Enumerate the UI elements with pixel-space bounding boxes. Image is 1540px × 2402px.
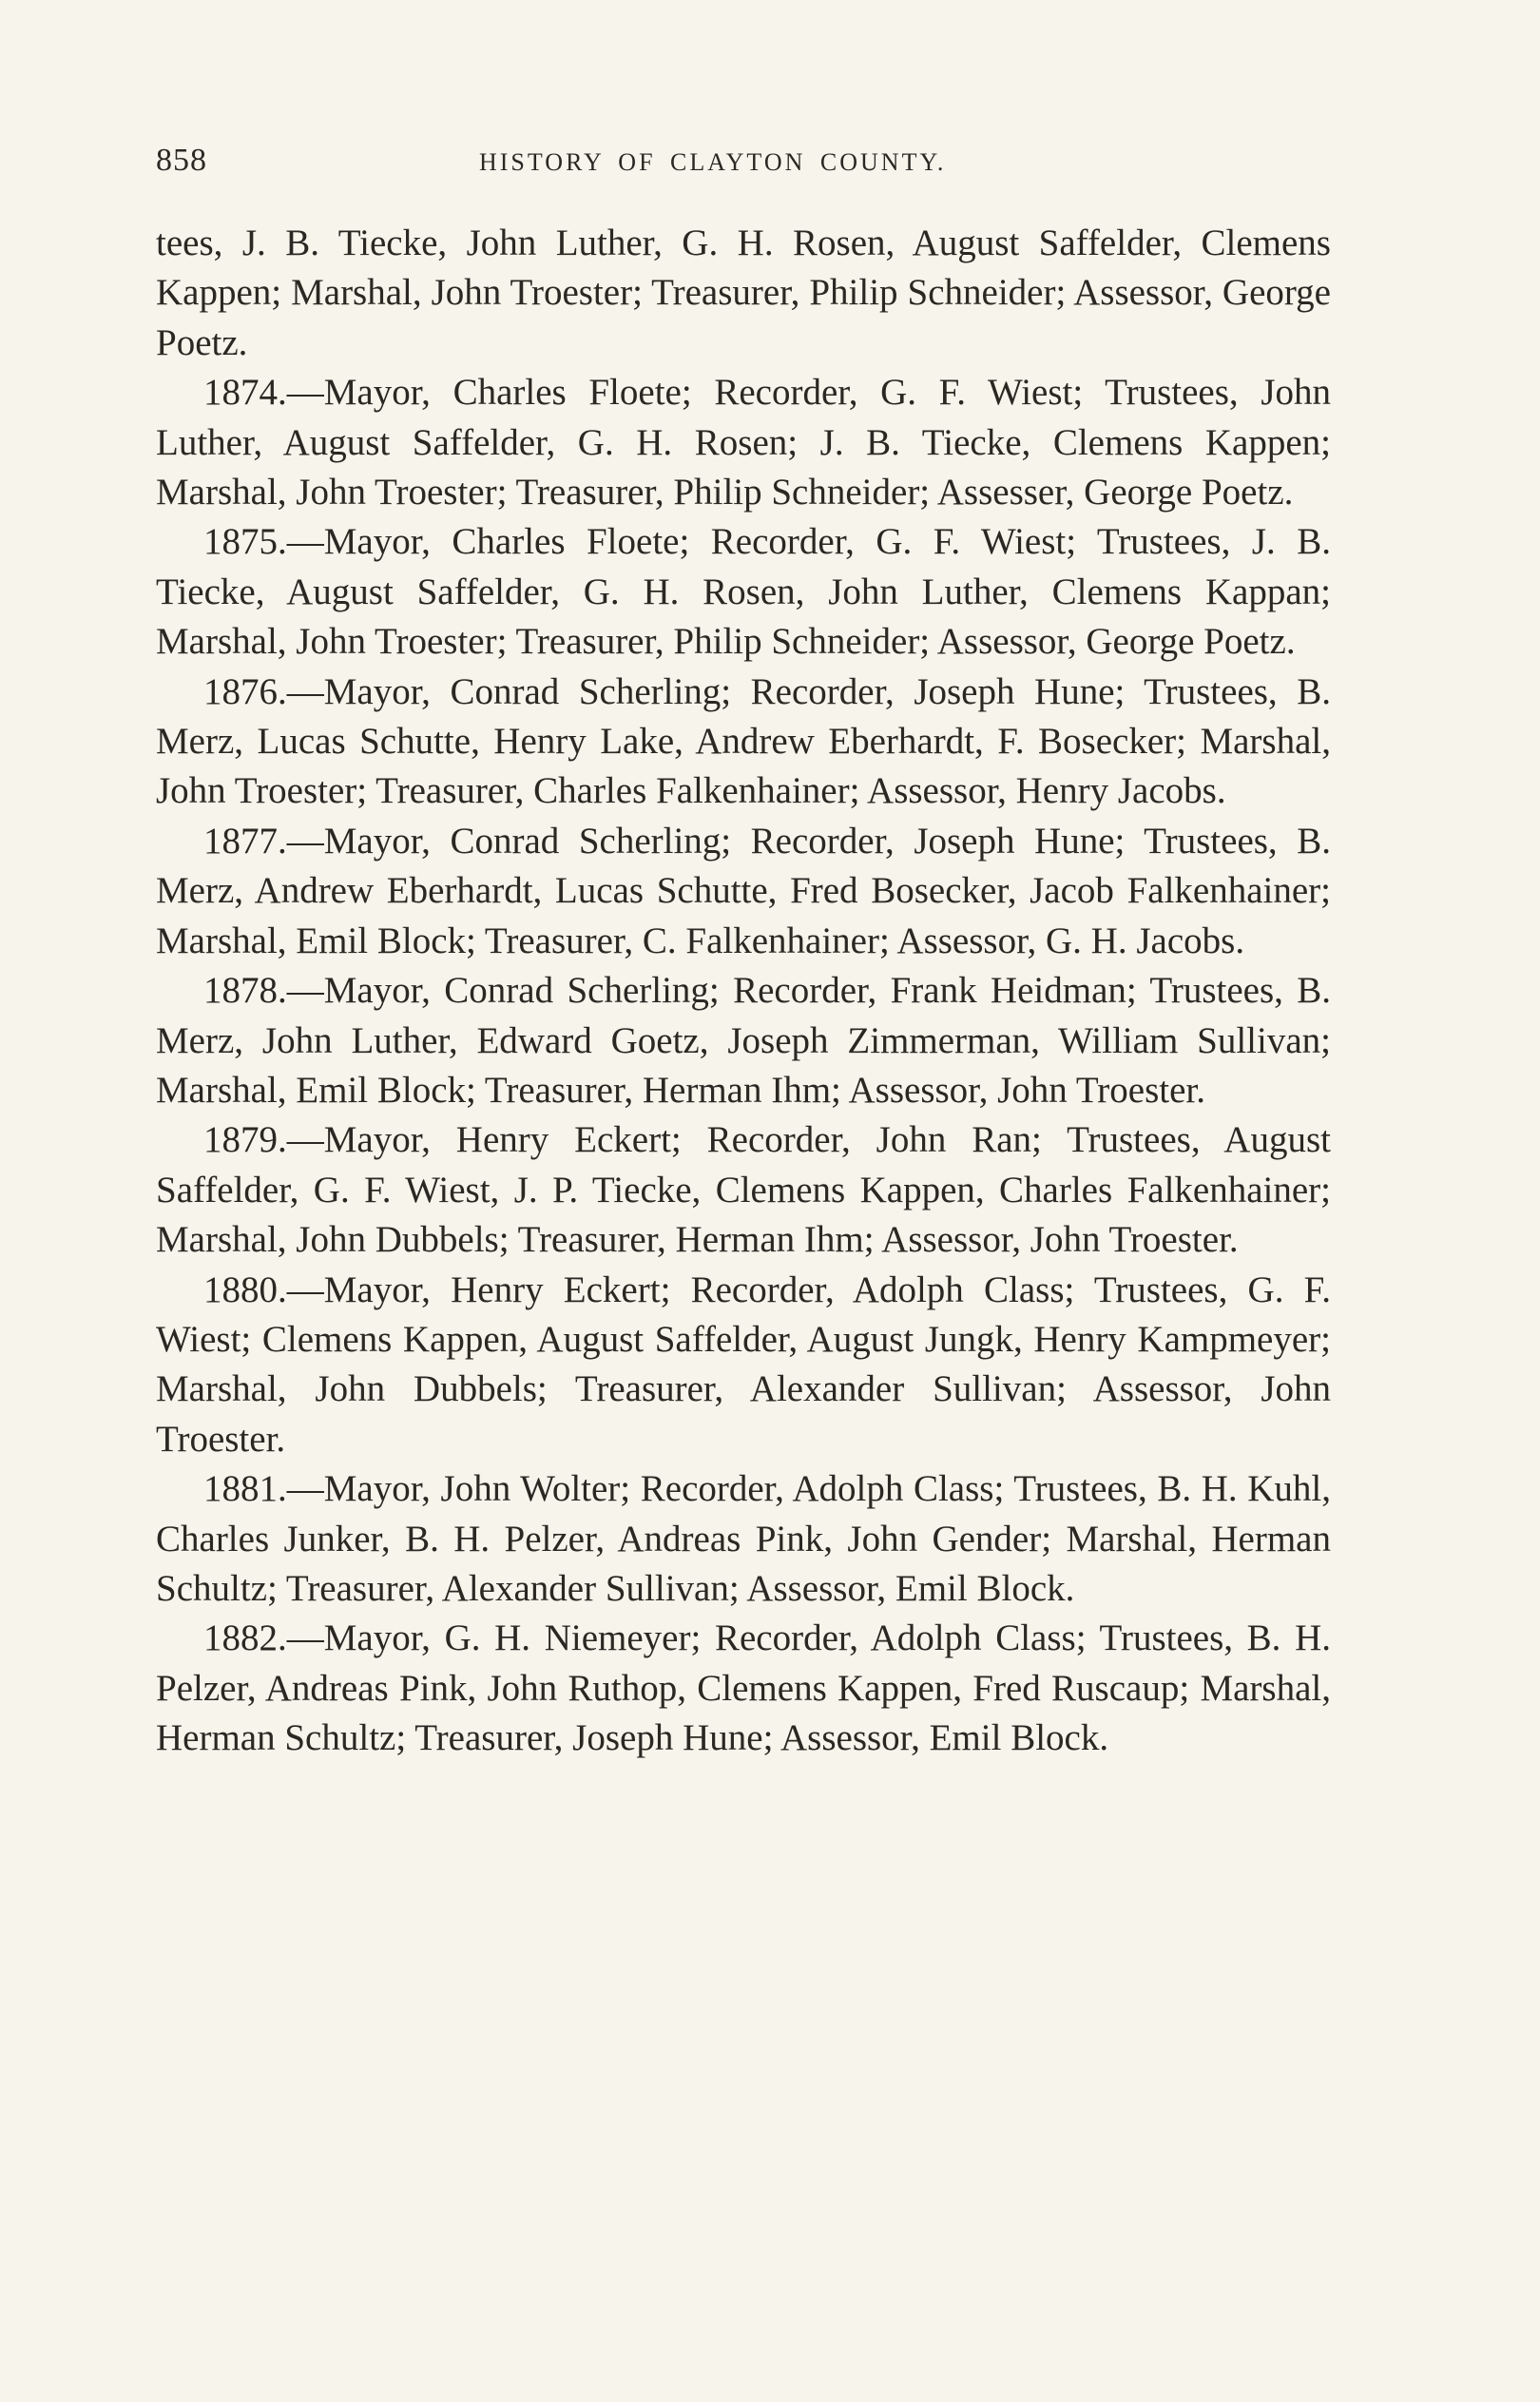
paragraph-1881: 1881.—Mayor, John Wolter; Recorder, Adolph Class; Trustees, B. H. Kuhl, Charles Junker, B. H. Pelzer, Andreas Pink, John Gender; Marshal, Herman Schultz; Treasurer, Alexander Sullivan; Assessor, Emil Block.	[156, 1468, 1331, 1609]
paragraph-1877: 1877.—Mayor, Conrad Scherling; Recorder, Joseph Hune; Trustees, B. Merz, Andrew Eberhardt, Lucas Schutte, Fred Bosecker, Jacob Falkenhainer; Marshal, Emil Block; Treasurer, C. Falkenhainer; Assessor, G. H. Jacobs.	[156, 820, 1331, 961]
paragraph-1876: 1876.—Mayor, Conrad Scherling; Recorder, Joseph Hune; Trustees, B. Merz, Lucas Schutte, Henry Lake, Andrew Eberhardt, F. Bosecker; Marshal, John Troester; Treasurer, Charles Falkenhainer; Assessor, Henry Jacobs.	[156, 670, 1331, 812]
paragraph-1874: 1874.—Mayor, Charles Floete; Recorder, G. F. Wiest; Trustees, John Luther, August Saffelder, G. H. Rosen; J. B. Tiecke, Clemens Kappen; Marshal, John Troester; Treasurer, Philip Schneider; Assesser, George Poetz.	[156, 372, 1331, 513]
page-number: 858	[156, 143, 207, 178]
running-head: HISTORY OF CLAYTON COUNTY.	[479, 148, 947, 176]
paragraph-1878: 1878.—Mayor, Conrad Scherling; Recorder, Frank Heidman; Trustees, B. Merz, John Luther, Edward Goetz, Joseph Zimmerman, William Sullivan; Marshal, Emil Block; Treasurer, Herman Ihm; Assessor, John Troester.	[156, 970, 1331, 1111]
page-header	[156, 143, 1335, 184]
body-text	[156, 219, 1331, 1764]
paragraph-1880: 1880.—Mayor, Henry Eckert; Recorder, Adolph Class; Trustees, G. F. Wiest; Clemens Kappen, August Saffelder, August Jungk, Henry Kampmeyer; Marshal, John Dubbels; Treasurer, Alexander Sullivan; Assessor, John Troester.	[156, 1269, 1331, 1460]
paragraph-1875: 1875.—Mayor, Charles Floete; Recorder, G. F. Wiest; Trustees, J. B. Tiecke, August Saffelder, G. H. Rosen, John Luther, Clemens Kappan; Marshal, John Troester; Treasurer, Philip Schneider; Assessor, George Poetz.	[156, 521, 1331, 663]
paragraph-1879: 1879.—Mayor, Henry Eckert; Recorder, John Ran; Trustees, August Saffelder, G. F. Wiest, J. P. Tiecke, Clemens Kappen, Charles Falkenhainer; Marshal, John Dubbels; Treasurer, Herman Ihm; Assessor, John Troester.	[156, 1119, 1331, 1261]
paragraph-1882: 1882.—Mayor, G. H. Niemeyer; Recorder, Adolph Class; Trustees, B. H. Pelzer, Andreas Pink, John Ruthop, Clemens Kappen, Fred Ruscaup; Marshal, Herman Schultz; Treasurer, Joseph Hune; Assessor, Emil Block.	[156, 1617, 1331, 1759]
paragraph-continuation: tees, J. B. Tiecke, John Luther, G. H. Rosen, August Saffelder, Clemens Kappen; Marshal, John Troester; Treasurer, Philip Schneider; Assessor, George Poetz.	[156, 223, 1331, 363]
